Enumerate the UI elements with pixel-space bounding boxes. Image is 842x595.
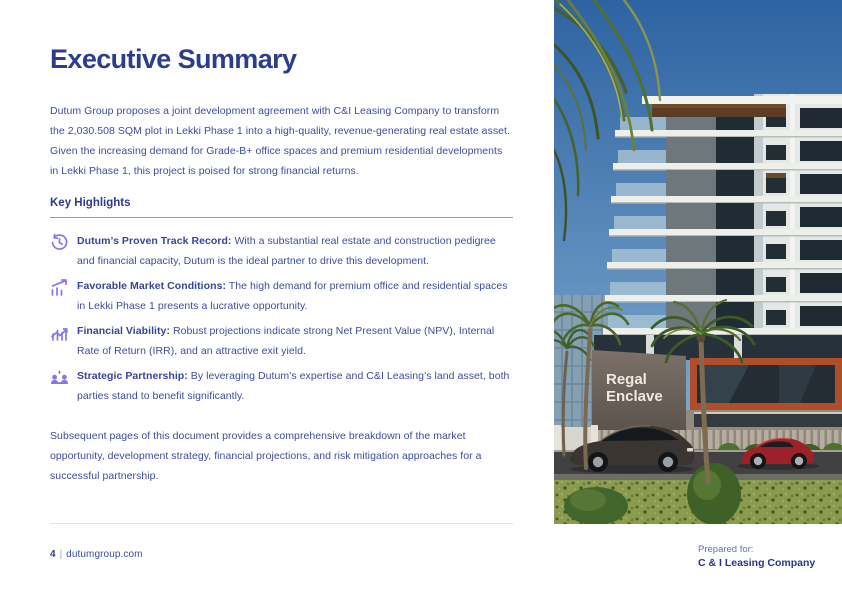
closing-paragraph: Subsequent pages of this document provides a comprehensive breakdown of the market opportunity, development strategy, financial projections, and risk mitigation approaches for a successful partnership. <box>50 430 482 482</box>
prepared-for-company: C & I Leasing Company <box>698 556 816 569</box>
highlight-text: Financial Viability: Robust projections indicate strong Net Present Value (NPV), Internal Rate of Return (IRR), and an attractive exit yield. <box>77 325 495 357</box>
intro-block <box>50 101 513 181</box>
website-link[interactable]: dutumgroup.com <box>66 549 143 560</box>
trending-chart-icon <box>50 278 69 297</box>
intro-paragraph-2: Given the increasing demand for Grade-B+ office spaces and premium residential developments in Lekki Phase 1, this project is poised for strong financial returns. <box>50 145 503 177</box>
highlight-item-market-conditions <box>50 276 513 316</box>
sign-text-line1: Regal <box>606 371 647 388</box>
financial-bars-icon <box>50 323 69 342</box>
page-number: 4 <box>50 549 56 560</box>
key-highlights-heading: Key Highlights <box>50 197 131 209</box>
footer-separator: | <box>59 549 63 560</box>
highlight-text: Strategic Partnership: By leveraging Dutum’s expertise and C&I Leasing’s land asset, both parties stand to benefit significantly. <box>77 370 510 402</box>
highlight-text: Favorable Market Conditions: The high demand for premium office and residential spaces in Lekki Phase 1 presents a lucrative opportunity. <box>77 280 508 312</box>
intro-paragraph-1: Dutum Group proposes a joint development agreement with C&I Leasing Company to transform the 2,030.508 SQM plot in Lekki Phase 1 into a high-quality, revenue-generating real estate asset. <box>50 105 510 137</box>
footer-divider <box>50 523 513 524</box>
highlight-item-track-record <box>50 231 513 271</box>
prepared-for-label: Prepared for: <box>698 544 754 555</box>
sign-text-line2: Enclave <box>606 388 663 405</box>
prepared-for-block <box>698 544 815 569</box>
highlight-text: Dutum’s Proven Track Record: With a substantial real estate and construction pedigree and financial capacity, Dutum is the ideal partner to drive this development. <box>77 235 496 267</box>
highlight-item-strategic-partnership <box>50 366 513 406</box>
footer-left <box>50 549 143 560</box>
highlight-item-financial-viability <box>50 321 513 361</box>
orange-framed-lobby <box>686 358 842 430</box>
key-highlights-divider <box>50 217 513 218</box>
history-clock-icon <box>50 233 69 252</box>
partnership-icon <box>50 368 69 387</box>
building-render-image <box>554 0 842 524</box>
page-title: Executive Summary <box>50 44 297 74</box>
